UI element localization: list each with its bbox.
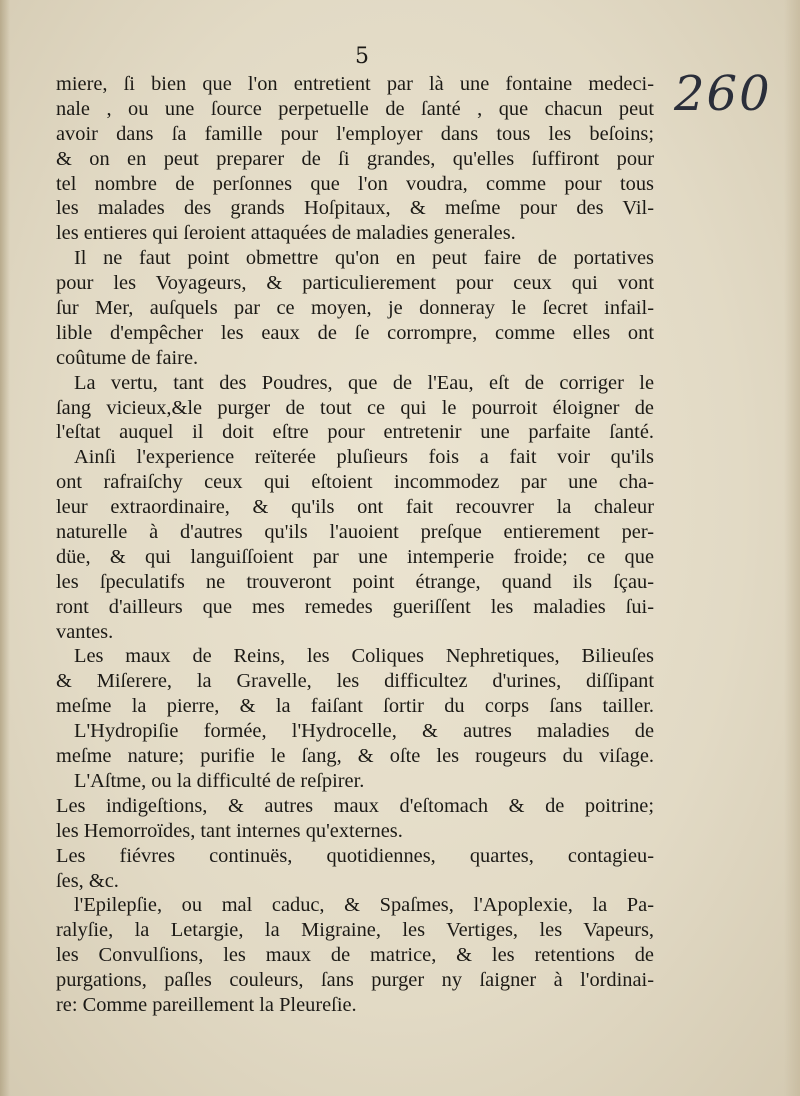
text-line: lible d'empêcher les eaux de ſe corrompre, comme elles ont — [56, 321, 654, 344]
text-line: Les fiévres continuës, quotidiennes, quartes, contagieu- — [56, 844, 654, 867]
page-right-edge — [784, 0, 800, 1096]
text-line: les malades des grands Hoſpitaux, & meſme pour des Vil- — [56, 197, 654, 220]
text-line: purgations, paſles couleurs, ſans purger ny ſaigner à l'ordinai- — [56, 969, 654, 992]
text-line: re: Comme pareillement la Pleureſie. — [56, 993, 357, 1016]
text-line: ſes, &c. — [56, 869, 119, 892]
text-line: meſme nature; purifie le ſang, & oſte les rougeurs du viſage. — [56, 745, 654, 768]
text-line: leur extraordinaire, & qu'ils ont fait recouvrer la chaleur — [56, 496, 654, 519]
text-line: vantes. — [56, 620, 114, 643]
page-number: 5 — [355, 44, 369, 69]
text-line: l'Epilepſie, ou mal caduc, & Spaſmes, l'Apoplexie, la Pa- — [74, 894, 654, 917]
text-line: La vertu, tant des Poudres, que de l'Eau, eſt de corriger le — [74, 371, 654, 394]
text-line: Les maux de Reins, les Coliques Nephretiques, Bilieuſes — [74, 645, 654, 668]
text-line: coûtume de faire. — [56, 346, 199, 369]
text-line: naturelle à d'autres qu'ils l'auoient preſque entierement per- — [56, 521, 654, 544]
text-line: l'eſtat auquel il doit eſtre pour entretenir une parfaite ſanté. — [56, 421, 654, 444]
text-line: les ſpeculatifs ne trouveront point étrange, quand ils ſçau- — [56, 570, 654, 593]
text-line: ſur Mer, auſquels par ce moyen, je donneray le ſecret infail- — [56, 297, 654, 320]
text-line: nale , ou une ſource perpetuelle de ſanté , que chacun peut — [56, 97, 654, 120]
text-line: les Hemorroïdes, tant internes qu'externes. — [56, 819, 403, 842]
text-line: & on en peut preparer de ſi grandes, qu'elles ſuffiront pour — [56, 147, 654, 170]
text-line: Il ne faut point obmettre qu'on en peut faire de portatives — [74, 247, 654, 270]
text-line: L'Hydropiſie formée, l'Hydrocelle, & autres maladies de — [74, 720, 654, 743]
page-left-edge — [0, 0, 10, 1096]
text-line: avoir dans ſa famille pour l'employer dans tous les beſoins; — [56, 122, 654, 145]
text-line: Ainſi l'experience reïterée pluſieurs fois a fait voir qu'ils — [74, 446, 654, 469]
text-line: miere, ſi bien que l'on entretient par là une fontaine medeci- — [56, 73, 654, 95]
text-line: ront d'ailleurs que mes remedes gueriſſent les maladies ſui- — [56, 595, 654, 618]
text-line: L'Aſtme, ou la difficulté de reſpirer. — [74, 769, 365, 792]
text-line: Les indigeſtions, & autres maux d'eſtomach & de poitrine; — [56, 794, 654, 817]
text-line: ſang vicieux,&le purger de tout ce qui le pourroit éloigner de — [56, 396, 654, 419]
text-line: pour les Voyageurs, & particulierement pour ceux qui vont — [56, 272, 654, 295]
text-line: les Convulſions, les maux de matrice, & les retentions de — [56, 944, 654, 967]
text-line: ont rafraiſchy ceux qui eſtoient incommodez par une cha- — [56, 471, 654, 494]
text-line: tel nombre de perſonnes que l'on voudra, comme pour tous — [56, 172, 654, 195]
handwritten-folio-number: 260 — [674, 66, 772, 122]
text-line: les entieres qui ſeroient attaquées de maladies generales. — [56, 222, 516, 245]
text-line: ralyſie, la Letargie, la Migraine, les Vertiges, les Vapeurs, — [56, 919, 654, 942]
text-line: meſme la pierre, & la faiſant ſortir du corps ſans tailler. — [56, 695, 654, 718]
body-text — [56, 72, 654, 1018]
text-line: düe, & qui languiſſoient par une intemperie froide; ce que — [56, 545, 654, 568]
text-line: & Miſerere, la Gravelle, les difficultez d'urines, diſſipant — [56, 670, 654, 693]
